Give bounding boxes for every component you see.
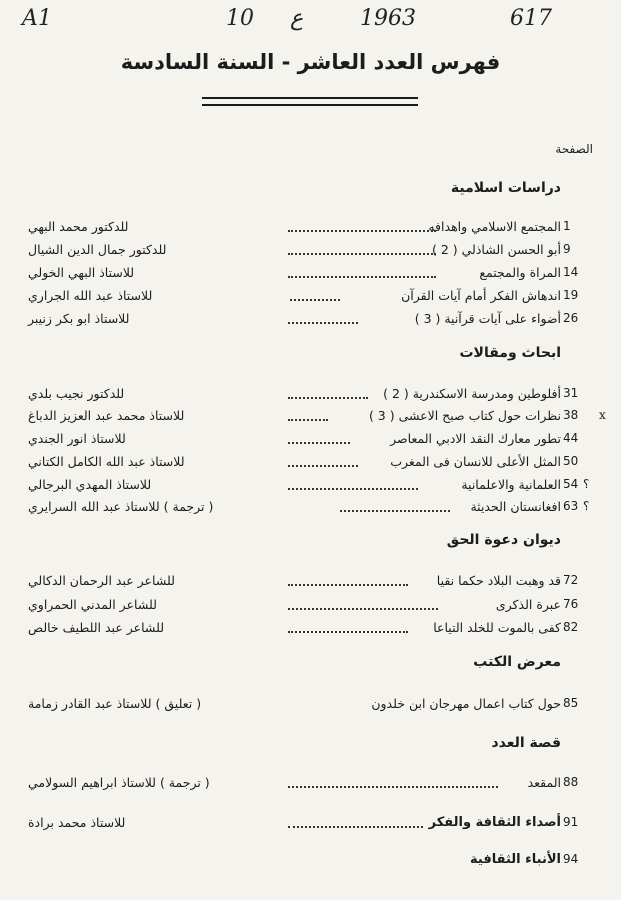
entry-title: اندهاش الفكر أمام آيات القرآن: [401, 288, 561, 303]
toc-entry[interactable]: [0, 696, 621, 716]
leader-dots: [288, 826, 423, 828]
handwritten-letter: ع: [290, 6, 304, 31]
entry-author: للاستاذ عبد الله الجراري: [28, 288, 153, 303]
page-number: 54: [563, 477, 579, 491]
page-number: 91: [563, 815, 579, 829]
toc-entry[interactable]: [0, 242, 621, 262]
leader-dots: [288, 276, 436, 278]
page-number: 76: [563, 597, 579, 611]
entry-author: للدكتور جمال الدين الشيال: [28, 242, 167, 257]
entry-author: للاستاذ محمد عبد العزيز الدباغ: [28, 408, 185, 423]
handwritten-year: 1963: [360, 6, 416, 31]
leader-dots: [288, 465, 358, 467]
page-number: 19: [563, 288, 579, 302]
leader-dots: [288, 322, 358, 324]
toc-entry[interactable]: [0, 454, 621, 474]
entry-author: للاستاذ المهدي البرجالي: [28, 477, 152, 492]
section-title-islamic-studies: دراسات اسلامية: [450, 180, 561, 196]
leader-dots: [288, 230, 436, 232]
toc-entry[interactable]: [0, 408, 621, 428]
page-number: 85: [563, 696, 579, 710]
page-number: 82: [563, 620, 579, 634]
leader-dots: [288, 253, 436, 255]
margin-mark: ؟: [583, 477, 590, 491]
handwritten-number: 617: [510, 6, 552, 31]
toc-entry[interactable]: [0, 620, 621, 640]
entry-title: كفى بالموت للخلد التياعا: [433, 620, 561, 635]
leader-dots: [288, 631, 408, 633]
entry-title: نظرات حول كتاب صبح الاعشى ( 3 ): [368, 408, 561, 423]
section-title-research-articles: ابحاث ومقالات: [459, 345, 561, 361]
page-column-label: الصفحة: [555, 142, 593, 156]
entry-title: المراة والمجتمع: [479, 265, 561, 280]
page-number: 44: [563, 431, 579, 445]
entry-author: للشاعر عبد الرحمان الدكالي: [28, 573, 175, 588]
leader-dots: [288, 442, 350, 444]
entry-title: افغانستان الحديثة: [470, 499, 561, 514]
entry-title: قد وهبت البلاد حكما نقيا: [436, 573, 561, 588]
page-number: 26: [563, 311, 579, 325]
title-rule-bottom: [202, 104, 418, 106]
page-number: 72: [563, 573, 579, 587]
entry-author: للشاعر المدني الحمراوي: [28, 597, 157, 612]
toc-entry[interactable]: [0, 288, 621, 308]
page-title: فهرس العدد العاشر - السنة السادسة: [120, 50, 501, 74]
toc-entry[interactable]: [0, 597, 621, 617]
toc-entry[interactable]: [0, 499, 621, 519]
entry-author: ( ترجمة ) للاستاذ عبد الله السرايري: [28, 499, 214, 514]
page-number: 50: [563, 454, 579, 468]
page-number: 1: [563, 219, 571, 233]
margin-mark: ؟: [583, 499, 590, 513]
section-title-diwan: ديوان دعوة الحق: [446, 532, 561, 548]
leader-dots: [288, 488, 418, 490]
entry-author: للاستاذ البهي الخولي: [28, 265, 135, 280]
page-number: 38: [563, 408, 579, 422]
entry-author: ( تعليق ) للاستاذ عبد القادر زمامة: [28, 696, 202, 711]
entry-title: أفلوطين ومدرسة الاسكندرية ( 2 ): [383, 386, 561, 401]
page-number: 88: [563, 775, 579, 789]
entry-title: المجتمع الاسلامي واهدافه: [428, 219, 561, 234]
toc-entry[interactable]: [0, 852, 621, 872]
entry-title: المثل الأعلى للانسان فى المغرب: [390, 454, 561, 469]
entry-title: أضواء على آيات قرآنية ( 3 ): [414, 311, 561, 326]
leader-dots: [288, 786, 498, 788]
leader-dots: [288, 608, 438, 610]
entry-title: حول كتاب اعمال مهرجان ابن خلدون: [371, 696, 561, 711]
leader-dots: [340, 510, 450, 512]
toc-entry[interactable]: [0, 265, 621, 285]
section-title-story: قصة العدد: [491, 735, 561, 751]
margin-mark: x: [599, 408, 606, 422]
entry-title: المقعد: [527, 775, 561, 790]
page-number: 9: [563, 242, 571, 256]
entry-author: ( ترجمة ) للاستاذ ابراهيم السولامي: [28, 775, 210, 790]
entry-author: للدكتور نجيب بلدي: [28, 386, 125, 401]
page-number: 63: [563, 499, 579, 513]
entry-author: للاستاذ محمد برادة: [28, 815, 126, 830]
entry-author: للاستاذ عبد الله الكامل الكتاني: [28, 454, 185, 469]
leader-dots: [288, 419, 328, 421]
entry-title: الأنباء الثقافية: [470, 852, 561, 867]
entry-author: للاستاذ ابو بكر زنيبر: [28, 311, 130, 326]
entry-title: أصداء الثقافة والفكر: [428, 815, 561, 830]
leader-dots: [290, 299, 340, 301]
toc-entry[interactable]: [0, 815, 621, 835]
title-rule-top: [202, 97, 418, 99]
section-title-book-exhibit: معرض الكتب: [473, 654, 561, 670]
toc-entry[interactable]: [0, 477, 621, 497]
page-number: 14: [563, 265, 579, 279]
toc-entry[interactable]: [0, 219, 621, 239]
toc-entry[interactable]: [0, 431, 621, 451]
page-number: 31: [563, 386, 579, 400]
toc-entry[interactable]: [0, 386, 621, 406]
toc-entry[interactable]: [0, 775, 621, 795]
entry-author: للدكتور محمد البهي: [28, 219, 129, 234]
entry-title: العلمانية والاعلمانية: [461, 477, 561, 492]
page-number: 94: [563, 852, 579, 866]
entry-title: عبرة الذكرى: [495, 597, 561, 612]
entry-title: أبو الحسن الشاذلي ( 2 ): [431, 242, 561, 257]
toc-entry[interactable]: [0, 311, 621, 331]
leader-dots: [288, 397, 368, 399]
entry-author: للاستاذ انور الجندي: [28, 431, 126, 446]
leader-dots: [288, 584, 408, 586]
toc-entry[interactable]: [0, 573, 621, 593]
handwritten-code: A1: [22, 6, 52, 31]
handwritten-issue: 10: [226, 6, 254, 31]
entry-author: للشاعر عبد اللطيف خالص: [28, 620, 165, 635]
entry-title: تطور معارك النقد الادبي المعاصر: [390, 431, 561, 446]
